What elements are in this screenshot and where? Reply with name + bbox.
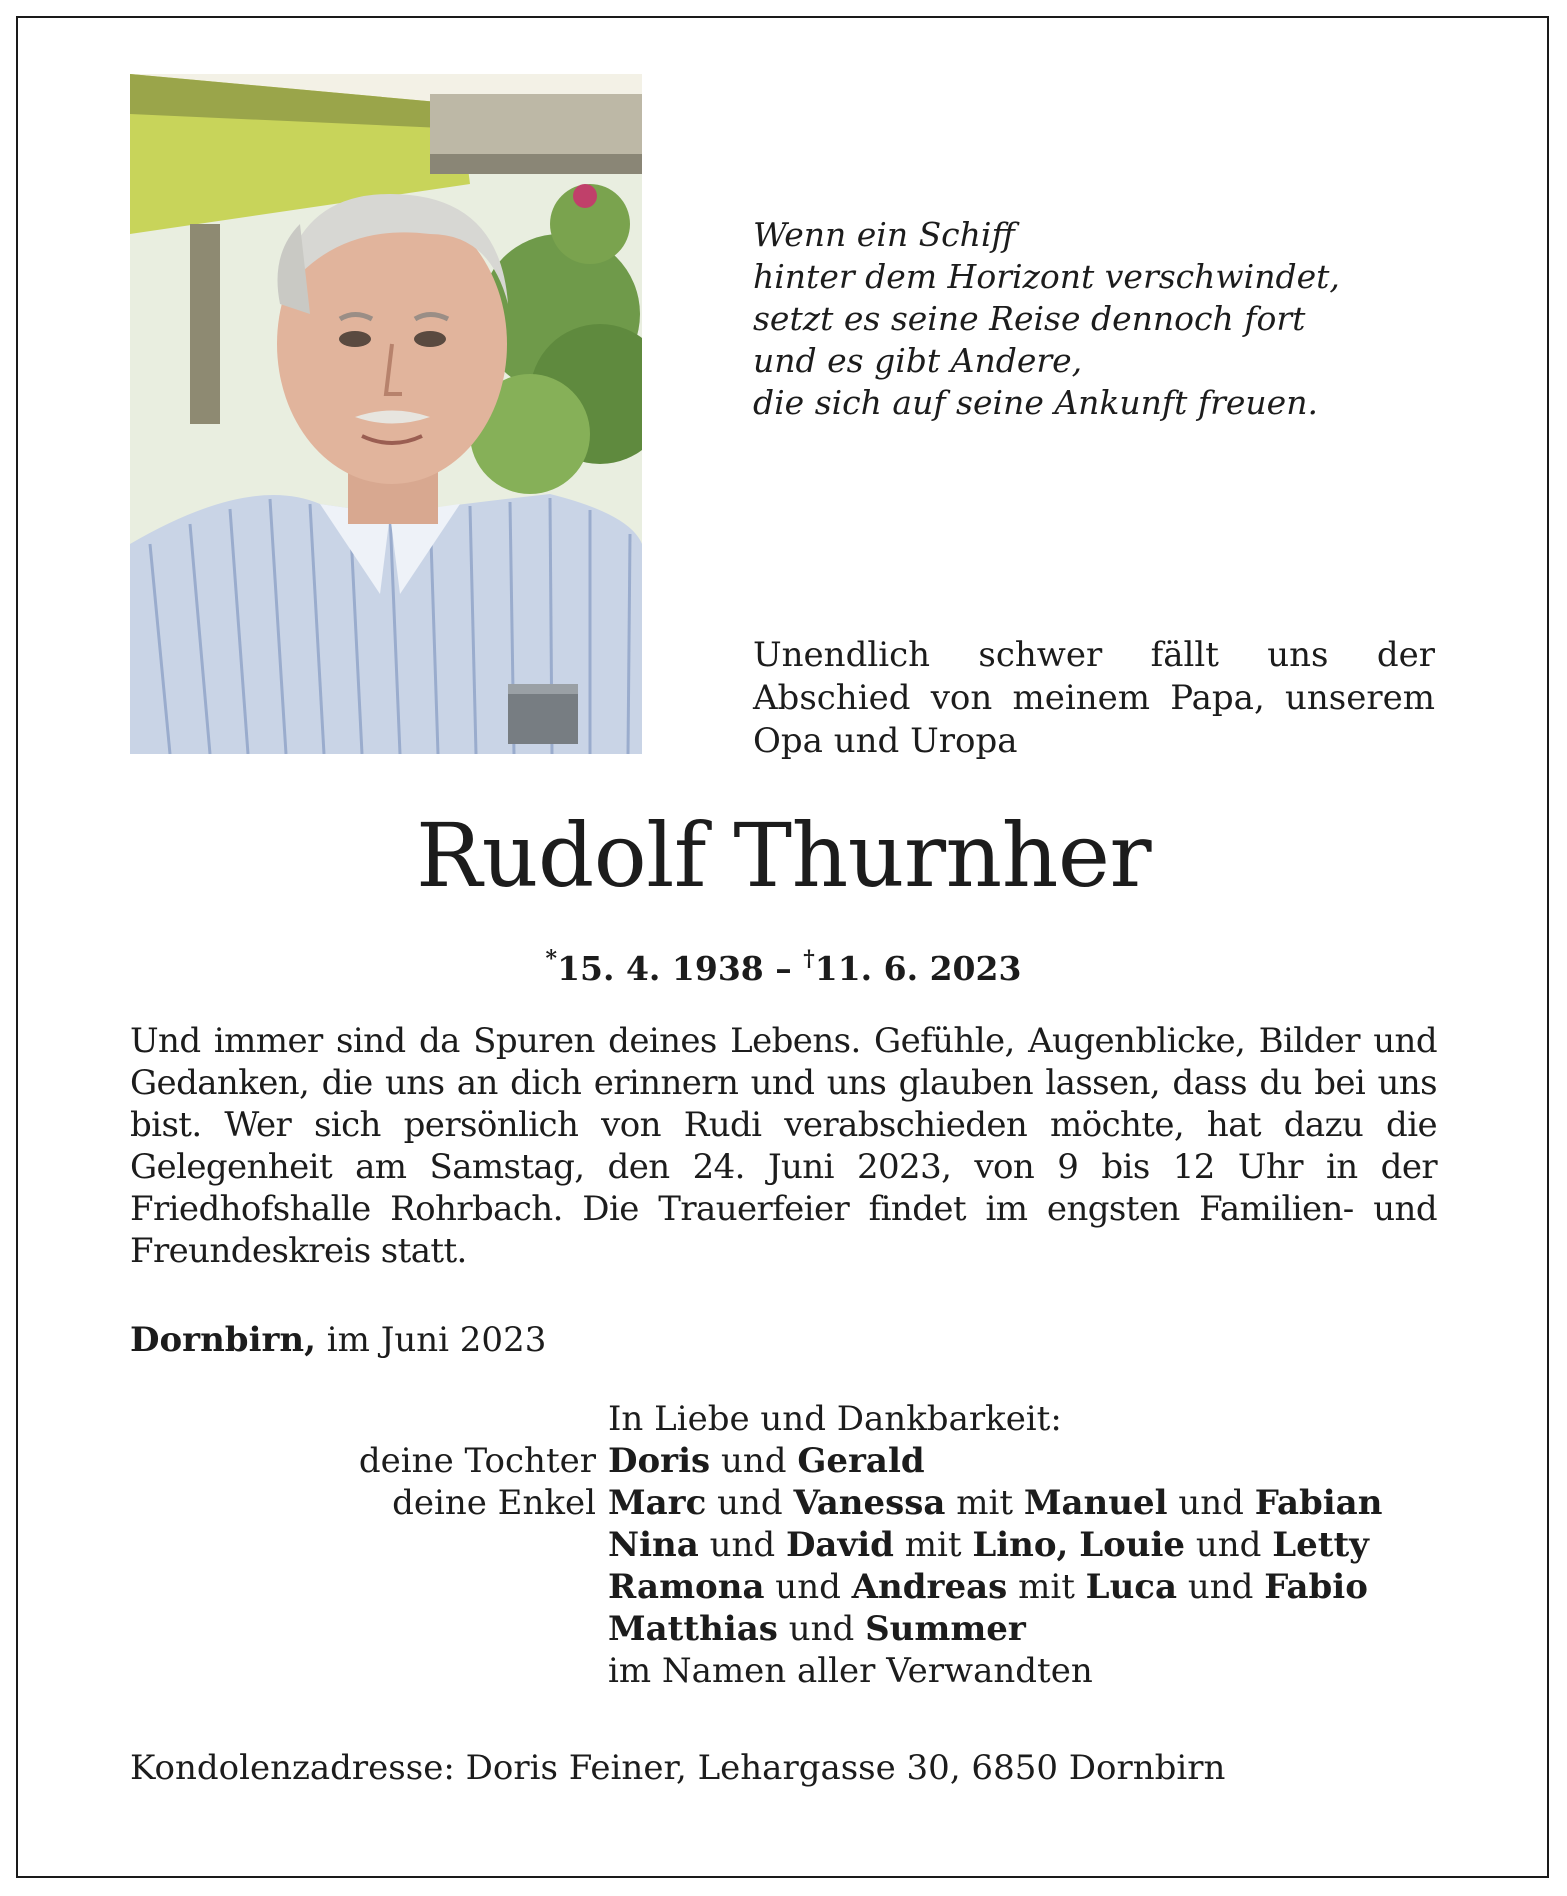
family-name: Ramona <box>608 1567 765 1607</box>
connector: und <box>1195 1525 1262 1565</box>
memorial-body-text: Und immer sind da Spuren deines Lebens. Gefühle, Augenblicke, Bilder und Gedanken, die uns an dich erinnern und uns glauben lassen, dass du bei uns bist. Wer sich persönlich von Rudi verabschieden möchte, hat dazu die Gelegenheit am Samstag, den 24. Juni 2023, von 9 bis 12 Uhr in der Friedhofshalle Rohrbach. Die Trauerfeier findet im engsten Familien- und Freundeskreis statt. <box>130 1021 1437 1271</box>
grandchildren-label: deine Enkel <box>392 1483 596 1523</box>
family-name: David <box>785 1525 894 1565</box>
family-name: Doris <box>608 1441 711 1481</box>
family-name: Summer <box>865 1609 1026 1649</box>
family-name: Fabian <box>1254 1483 1383 1523</box>
connector: und <box>709 1525 776 1565</box>
family-name: Fabio <box>1264 1567 1368 1607</box>
grandchild-row <box>130 1482 1450 1524</box>
poem-line: die sich auf seine Ankunft freuen. <box>753 383 1318 422</box>
poem-line: hinter dem Horizont verschwindet, <box>753 257 1340 296</box>
family-closing: im Namen aller Verwandten <box>608 1651 1093 1691</box>
connector: und <box>775 1567 841 1607</box>
family-heading: In Liebe und Dankbarkeit: <box>608 1399 1062 1439</box>
memorial-poem <box>753 214 1453 424</box>
poem-line: setzt es seine Reise dennoch fort <box>753 299 1306 338</box>
connector: und <box>717 1483 783 1523</box>
family-name: Andreas <box>851 1567 1008 1607</box>
family-name: Lino, <box>972 1525 1069 1565</box>
deceased-name: Rudolf Thurnher <box>415 804 1152 907</box>
grandchild-row <box>130 1608 1450 1650</box>
place-date-line <box>130 1318 546 1362</box>
life-dates <box>0 937 1567 991</box>
connector: und <box>788 1609 855 1649</box>
grandchild-row <box>130 1566 1450 1608</box>
family-name: Louie <box>1079 1525 1186 1565</box>
place-date: im Juni 2023 <box>315 1320 547 1360</box>
farewell-intro: Unendlich schwer fällt uns der Abschied von meinem Papa, unserem Opa und Uropa <box>753 635 1435 761</box>
birth-date: 15. 4. 1938 <box>557 949 764 988</box>
poem-line: Wenn ein Schiff <box>753 215 1015 254</box>
daughter-label: deine Tochter <box>358 1441 596 1481</box>
family-section <box>130 1398 1450 1692</box>
connector: mit <box>904 1525 962 1565</box>
connector: mit <box>956 1483 1014 1523</box>
portrait-photo <box>130 74 642 754</box>
family-name: Luca <box>1085 1567 1178 1607</box>
family-name: Vanessa <box>793 1483 946 1523</box>
family-name: Gerald <box>797 1441 925 1481</box>
condolence-address: Kondolenzadresse: Doris Feiner, Lehargasse 30, 6850 Dornbirn <box>130 1748 1226 1788</box>
family-name: Marc <box>608 1483 707 1523</box>
poem-line: und es gibt Andere, <box>753 341 1083 380</box>
death-date: 11. 6. 2023 <box>814 949 1022 988</box>
death-symbol: † <box>803 946 815 972</box>
connector: und <box>1178 1483 1244 1523</box>
birth-symbol: * <box>545 946 558 972</box>
connector: und <box>1187 1567 1254 1607</box>
daughter-row <box>130 1440 1450 1482</box>
family-name: Letty <box>1272 1525 1369 1565</box>
family-name: Matthias <box>608 1609 778 1649</box>
date-separator: – <box>763 949 804 988</box>
family-name: Nina <box>608 1525 699 1565</box>
portrait-illustration <box>130 74 642 754</box>
family-name: Manuel <box>1023 1483 1168 1523</box>
place-city: Dornbirn, <box>130 1320 316 1360</box>
connector: und <box>720 1441 787 1481</box>
grandchild-row <box>130 1524 1450 1566</box>
connector: mit <box>1018 1567 1075 1607</box>
